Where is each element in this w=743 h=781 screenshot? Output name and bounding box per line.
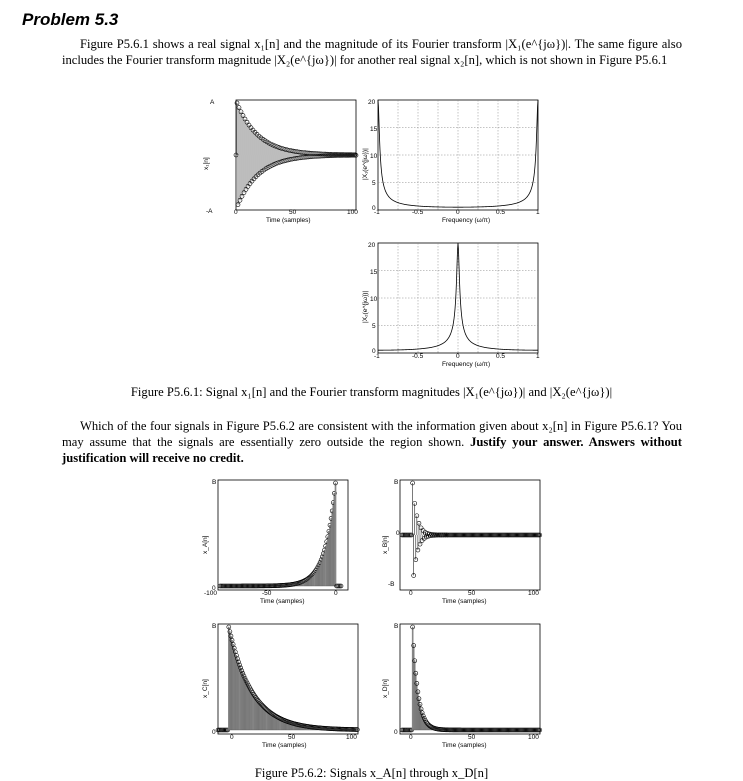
- xA-bar: [324, 550, 325, 586]
- xA-bar: [316, 569, 317, 586]
- xD-bar: [412, 627, 413, 730]
- xC-bar: [257, 700, 258, 730]
- xC-bar: [259, 702, 260, 730]
- xA-bar: [327, 537, 328, 586]
- X2-xtick-4: 0.5: [496, 353, 506, 360]
- xA-bar: [323, 554, 324, 586]
- xA-bar: [321, 560, 322, 586]
- xA-bar: [331, 518, 332, 586]
- plot-X1: [378, 100, 538, 210]
- xA-xlabel: Time (samples): [260, 598, 305, 605]
- X2-ylabel: |X₂(e^{jω})|: [362, 290, 369, 323]
- plot-xC: [218, 624, 358, 734]
- xC-xtick-1: 0: [230, 734, 234, 741]
- xA-xtick-1: -100: [204, 590, 218, 597]
- xB-xlabel: Time (samples): [442, 598, 487, 605]
- xA-bar: [326, 542, 327, 586]
- X1-xtick-4: 0.5: [496, 209, 506, 216]
- x1-ytick-A: A: [210, 99, 215, 106]
- xC-bar: [249, 687, 250, 730]
- xC-bar: [241, 671, 242, 730]
- xC-bar: [255, 697, 256, 730]
- xA-bar: [329, 525, 330, 586]
- xC-xtick-3: 100: [346, 734, 357, 741]
- xA-ytick-B: B: [212, 479, 217, 486]
- xA-bar: [318, 565, 319, 586]
- x1-ytick-negA: -A: [206, 208, 213, 215]
- question-bold: Justify your answer. Answers without justification will receive no credit.: [62, 435, 682, 465]
- xA-bar: [328, 531, 329, 586]
- xD-ytick-B: B: [394, 623, 399, 630]
- xD-bar: [425, 720, 426, 730]
- xC-bar: [228, 627, 229, 730]
- xD-ylabel: x_D[n]: [382, 679, 389, 698]
- xC-ytick-B: B: [212, 623, 217, 630]
- xA-bar: [333, 503, 334, 586]
- xC-bar: [237, 659, 238, 730]
- xA-bar: [320, 562, 321, 586]
- xC-bar: [233, 644, 234, 730]
- xD-xtick-2: 50: [468, 734, 476, 741]
- xC-bar: [263, 706, 264, 730]
- xC-bar: [229, 632, 230, 730]
- xC-bar: [250, 689, 251, 730]
- X2-xlabel: Frequency (ω/π): [442, 361, 491, 368]
- xA-bar: [315, 571, 316, 586]
- plot-X2: [378, 243, 538, 353]
- xC-bar: [247, 683, 248, 730]
- X2-xtick-2: -0.5: [412, 353, 424, 360]
- xA-xtick-3: 0: [334, 590, 338, 597]
- X2-xtick-5: 1: [536, 353, 540, 360]
- X2-xtick-1: -1: [374, 353, 380, 360]
- X2-ytick-0: 0: [372, 348, 376, 355]
- xB-ytick-0: 0: [396, 530, 400, 537]
- xC-bar: [262, 705, 263, 730]
- xC-bar: [238, 662, 239, 730]
- xC-ylabel: x_C[n]: [202, 679, 209, 698]
- xC-bar: [242, 673, 243, 730]
- xC-bar: [240, 668, 241, 730]
- figure1-caption: Figure P5.6.1: Signal x₁[n] and the Fourier transform magnitudes |X₁(e^{jω})| and |X₂(e^{jω})|: [130, 385, 613, 399]
- X2-xtick-3: 0: [456, 353, 460, 360]
- X1-xtick-5: 1: [536, 209, 540, 216]
- xC-ytick-0: 0: [212, 729, 216, 736]
- xA-bar: [322, 557, 323, 586]
- X2-ytick-10: 10: [370, 296, 378, 303]
- X1-ytick-20: 20: [368, 99, 376, 106]
- xA-ylabel: x_A[n]: [202, 535, 209, 554]
- xA-ytick-0: 0: [212, 585, 216, 592]
- xD-bar: [422, 713, 423, 730]
- plot-xB: [400, 480, 540, 590]
- X2-ytick-5: 5: [372, 323, 376, 330]
- xC-bar: [234, 648, 235, 730]
- xC-bar: [246, 681, 247, 730]
- xA-bar: [311, 576, 312, 586]
- xB-ytick-negB: -B: [388, 581, 395, 588]
- x1-xtick-0: 0: [234, 209, 238, 216]
- xC-bar: [244, 678, 245, 730]
- xD-ytick-0: 0: [394, 729, 398, 736]
- x1-xtick-50: 50: [289, 209, 297, 216]
- xC-bar: [230, 636, 231, 730]
- plot-xD: [400, 624, 540, 734]
- xA-xtick-2: -50: [262, 590, 272, 597]
- xD-bar: [413, 646, 414, 730]
- xA-bar: [334, 493, 335, 586]
- xB-xtick-1: 0: [409, 590, 413, 597]
- X1-xtick-1: -1: [374, 209, 380, 216]
- intro-paragraph: Figure P5.6.1 shows a real signal x₁[n] and the magnitude of its Fourier transform |X₁(e^{jω})|. The same figure also includes the Fourier transform magnitude |X₂(e^{jω})| for another real signal x₂[n], which is not shown in Figure P5.6.1: [62, 37, 682, 67]
- xC-bar: [261, 704, 262, 730]
- X1-ytick-10: 10: [370, 153, 378, 160]
- xD-xtick-1: 0: [409, 734, 413, 741]
- xC-bar: [260, 703, 261, 730]
- xC-xlabel: Time (samples): [262, 742, 307, 749]
- plot-xA: [218, 480, 348, 590]
- xC-bar: [254, 696, 255, 730]
- X2-ytick-20: 20: [368, 242, 376, 249]
- xA-bar: [332, 511, 333, 586]
- X1-xtick-3: 0: [456, 209, 460, 216]
- xD-xlabel: Time (samples): [442, 742, 487, 749]
- xC-bar: [252, 693, 253, 730]
- xC-xtick-2: 50: [288, 734, 296, 741]
- x1-xtick-100: 100: [347, 209, 358, 216]
- xB-ylabel: x_B[n]: [382, 535, 389, 554]
- xB-ytick-B: B: [394, 479, 399, 486]
- xB-xtick-2: 50: [468, 590, 476, 597]
- x1-ylabel: x₁[n]: [203, 157, 210, 170]
- xA-bar: [325, 546, 326, 586]
- xA-bar: [310, 577, 311, 586]
- xC-bar: [256, 699, 257, 730]
- x1-xlabel: Time (samples): [266, 217, 311, 224]
- X1-ytick-15: 15: [370, 126, 378, 133]
- X1-xlabel: Frequency (ω/π): [442, 217, 491, 224]
- xD-xtick-3: 100: [528, 734, 539, 741]
- X1-ytick-5: 5: [372, 180, 376, 187]
- question-text: Which of the four signals in Figure P5.6.2 are consistent with the information given about x₂[n] in Figure P5.6.1? You may assume that the signals are essentially zero outside the region shown.: [62, 419, 682, 449]
- xC-bar: [236, 655, 237, 730]
- xD-bar: [419, 704, 420, 730]
- xB-xtick-3: 100: [528, 590, 539, 597]
- xC-bar: [251, 691, 252, 730]
- problem-heading: Problem 5.3: [22, 10, 119, 29]
- xC-bar: [235, 652, 236, 730]
- X1-ylabel: |X₁(e^{jω})|: [362, 148, 369, 180]
- X1-xtick-2: -0.5: [412, 209, 424, 216]
- xA-bar: [335, 483, 336, 586]
- xD-bar: [421, 709, 422, 730]
- xC-bar: [243, 676, 244, 730]
- xC-bar: [253, 694, 254, 730]
- question-paragraph: [62, 418, 682, 466]
- xC-bar: [239, 665, 240, 730]
- xC-bar: [232, 640, 233, 730]
- xA-bar: [317, 567, 318, 586]
- figure2-caption: Figure P5.6.2: Signals x_A[n] through x_D[n]: [254, 766, 489, 780]
- X2-ytick-15: 15: [370, 269, 378, 276]
- X1-ytick-0: 0: [372, 205, 376, 212]
- xC-bar: [248, 685, 249, 730]
